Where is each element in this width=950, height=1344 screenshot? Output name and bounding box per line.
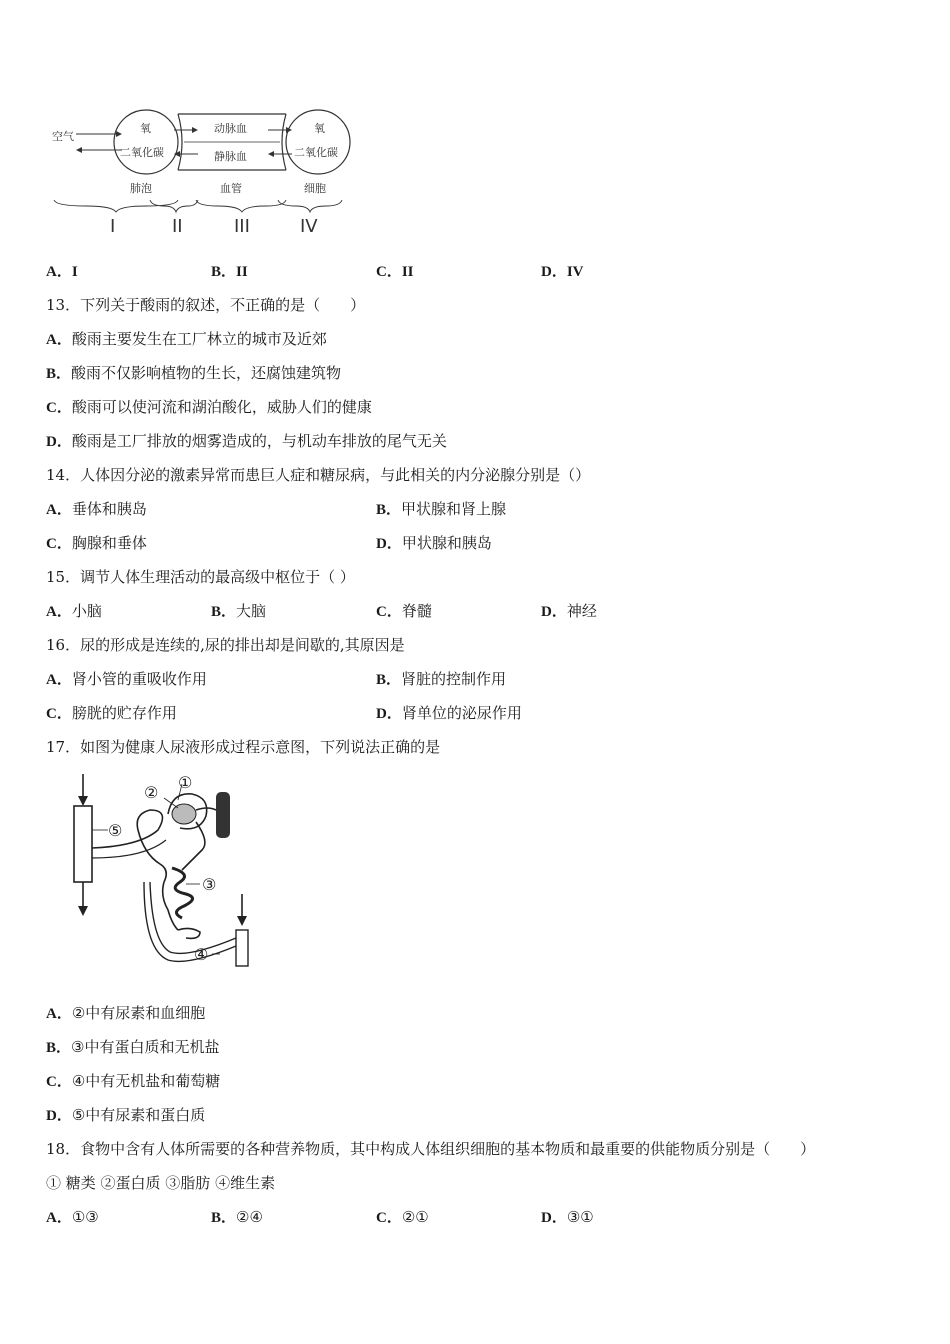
stage-2-label: II: [172, 216, 183, 237]
q18-option-b: B．②④: [211, 1208, 263, 1226]
q17-option-c: C．④中有无机盐和葡萄糖: [46, 1072, 221, 1090]
q17-option-b: B．③中有蛋白质和无机盐: [46, 1038, 220, 1056]
gas-exchange-figure: [46, 100, 366, 240]
q13-stem: 13．下列关于酸雨的叙述，不正确的是（ ）: [46, 296, 366, 314]
cell-label: 细胞: [304, 182, 326, 195]
nephron-figure: [60, 770, 260, 975]
q14-option-d: D．甲状腺和胰岛: [376, 534, 492, 552]
q12-option-a: A．I: [46, 264, 78, 280]
label-2: ②: [144, 783, 159, 802]
vessel-label: 血管: [220, 182, 242, 195]
stage-4-label: IV: [300, 216, 318, 237]
q15-stem: 15．调节人体生理活动的最高级中枢位于（ ）: [46, 568, 355, 586]
q12-option-b: B．II: [211, 264, 248, 280]
q17-stem: 17．如图为健康人尿液形成过程示意图，下列说法正确的是: [46, 738, 441, 756]
label-3: ③: [202, 875, 217, 894]
stage-1-label: I: [110, 216, 116, 237]
venous-label: 静脉血: [214, 150, 247, 163]
q15-option-a: A．小脑: [46, 602, 102, 620]
nephron-diagram: [60, 770, 260, 975]
q16-stem: 16．尿的形成是连续的,尿的排出却是间歇的,其原因是: [46, 636, 405, 654]
o2-left-label: 氧: [140, 122, 151, 135]
q13-option-a: A．酸雨主要发生在工厂林立的城市及近郊: [46, 330, 327, 348]
q14-option-c: C．胸腺和垂体: [46, 534, 147, 552]
label-4: ④: [194, 945, 209, 964]
q12-option-c: C．II: [376, 264, 414, 280]
label-1: ①: [178, 773, 193, 792]
label-5: ⑤: [108, 821, 123, 840]
q16-option-a: A．肾小管的重吸收作用: [46, 670, 207, 688]
air-label: 空气: [52, 130, 74, 143]
arterial-label: 动脉血: [214, 122, 247, 135]
q13-option-c: C．酸雨可以使河流和湖泊酸化，威胁人们的健康: [46, 398, 372, 416]
q18-option-d: D．③①: [541, 1208, 594, 1226]
q18-option-c: C．②①: [376, 1208, 429, 1226]
stage-3-label: III: [234, 216, 250, 237]
q15-option-d: D．神经: [541, 602, 597, 620]
q17-option-d: D．⑤中有尿素和蛋白质: [46, 1106, 206, 1124]
q17-option-a: A．②中有尿素和血细胞: [46, 1004, 206, 1022]
q14-option-a: A．垂体和胰岛: [46, 500, 147, 518]
co2-right-label: 二氧化碳: [294, 146, 338, 159]
renal-vein: [236, 930, 248, 966]
o2-right-label: 氧: [314, 122, 325, 135]
gas-exchange-diagram: [46, 100, 366, 240]
q18-items: ① 糖类 ②蛋白质 ③脂肪 ④维生素: [46, 1174, 276, 1192]
alveolus-circle: [114, 110, 178, 174]
co2-left-label: 二氧化碳: [120, 146, 164, 159]
q13-option-b: B．酸雨不仅影响植物的生长，还腐蚀建筑物: [46, 364, 342, 382]
q14-stem: 14．人体因分泌的激素异常而患巨人症和糖尿病，与此相关的内分泌腺分别是（）: [46, 466, 591, 484]
cell-circle: [286, 110, 350, 174]
q16-option-c: C．膀胱的贮存作用: [46, 704, 177, 722]
q18-stem: 18．食物中含有人体所需要的各种营养物质，其中构成人体组织细胞的基本物质和最重要的供能物质分别是（ ）: [46, 1140, 816, 1158]
q12-option-d: D．IV: [541, 264, 584, 280]
collecting-duct: [74, 806, 92, 882]
q16-option-b: B．肾脏的控制作用: [376, 670, 507, 688]
q15-option-b: B．大脑: [211, 602, 267, 620]
blood-vessel: [216, 792, 230, 838]
q18-option-a: A．①③: [46, 1208, 99, 1226]
glomerulus: [172, 804, 196, 824]
q14-option-b: B．甲状腺和肾上腺: [376, 500, 507, 518]
q16-option-d: D．肾单位的泌尿作用: [376, 704, 522, 722]
q13-option-d: D．酸雨是工厂排放的烟雾造成的，与机动车排放的尾气无关: [46, 432, 447, 450]
alveolus-label: 肺泡: [130, 182, 152, 195]
q15-option-c: C．脊髓: [376, 602, 432, 620]
